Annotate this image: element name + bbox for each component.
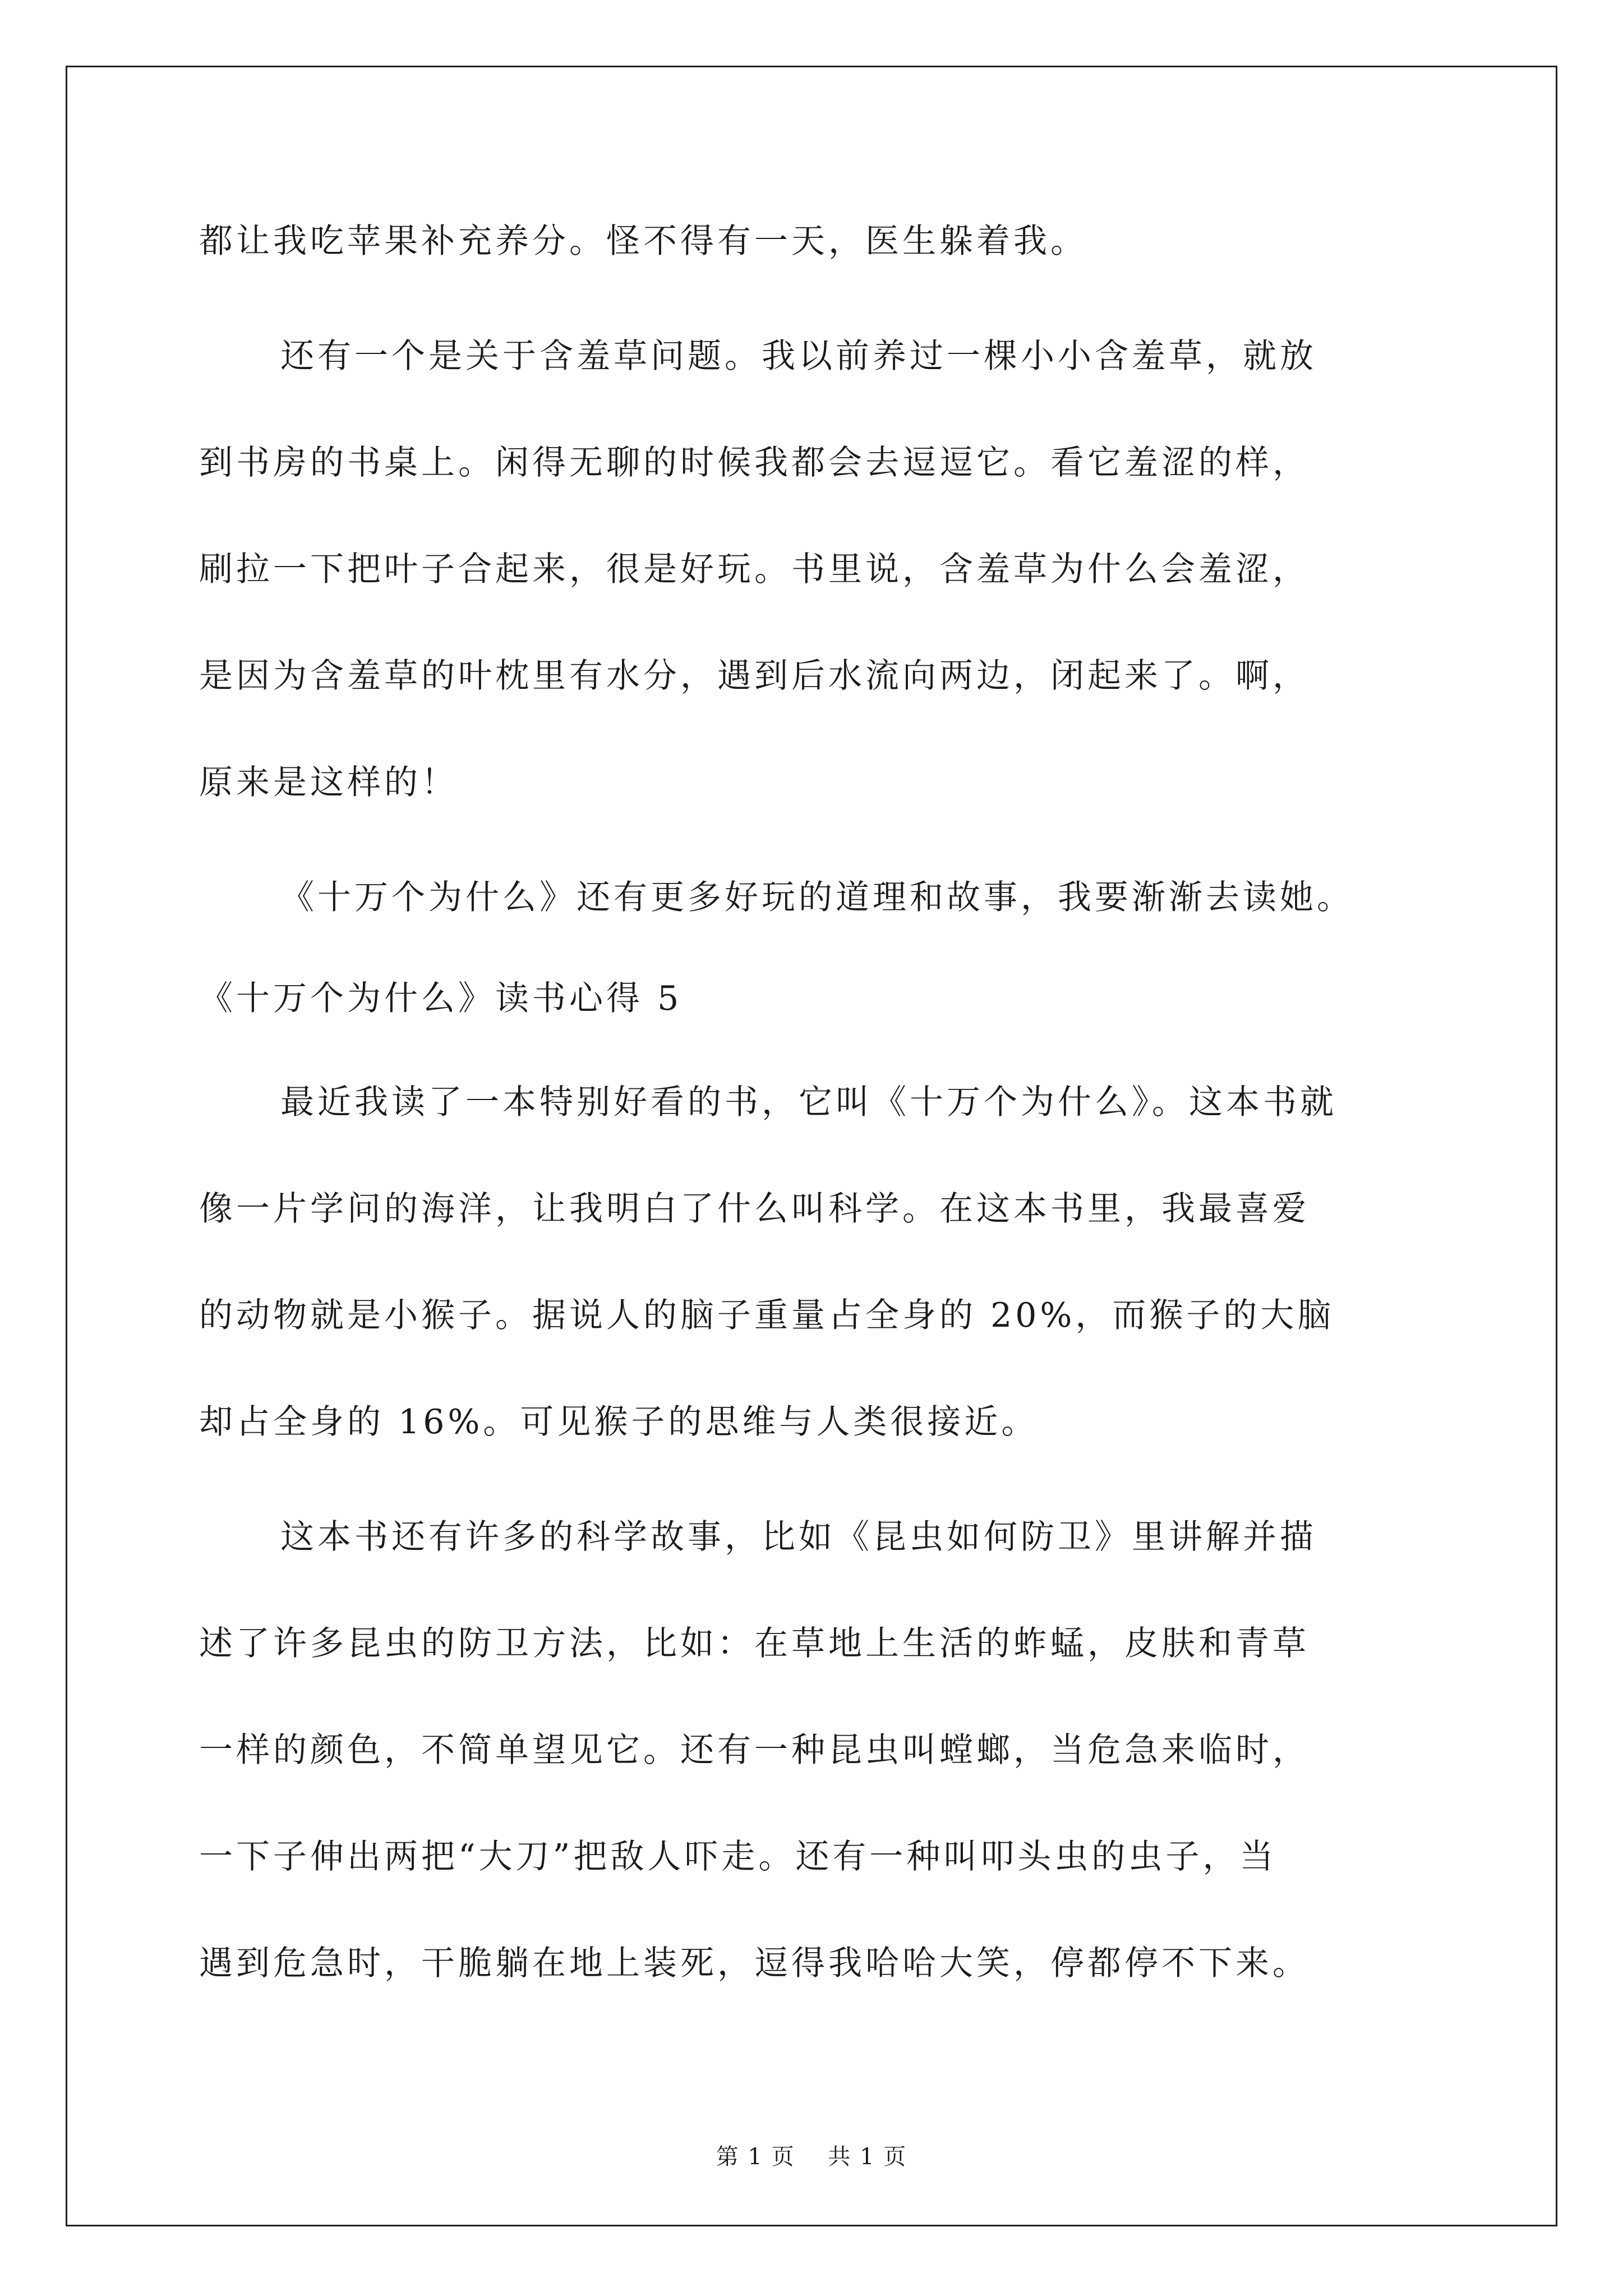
text-line: 述了许多昆虫的防卫方法，比如：在草地上生活的蚱蜢，皮肤和青草 [199, 1624, 1310, 1663]
text-line: 遇到危急时，干脆躺在地上装死，逗得我哈哈大笑，停都停不下来。 [199, 1944, 1310, 1983]
paragraph-first-line: 《十万个为什么》还有更多好玩的道理和故事，我要渐渐去读她。 [280, 878, 1354, 917]
text-line: 都让我吃苹果补充养分。怪不得有一天，医生躲着我。 [199, 222, 1087, 261]
text-line: 到书房的书桌上。闲得无聊的时候我都会去逗逗它。看它羞涩的样， [199, 443, 1310, 482]
text-line: 像一片学问的海洋，让我明白了什么叫科学。在这本书里，我最喜爱 [199, 1189, 1310, 1228]
text-line: 原来是这样的！ [199, 763, 458, 802]
text-line: 一样的颜色，不简单望见它。还有一种昆虫叫螳螂，当危急来临时， [199, 1731, 1310, 1770]
text-line: 刷拉一下把叶子合起来，很是好玩。书里说，含羞草为什么会羞涩， [199, 550, 1310, 589]
paragraph-first-line: 这本书还有许多的科学故事，比如《昆虫如何防卫》里讲解并描 [280, 1517, 1317, 1557]
text-line: 一下子伸出两把“大刀”把敌人吓走。还有一种叫叩头虫的虫子，当 [199, 1837, 1277, 1876]
text-line: 是因为含羞草的叶枕里有水分，遇到后水流向两边，闭起来了。啊， [199, 656, 1310, 696]
paragraph-first-line: 最近我读了一本特别好看的书，它叫《十万个为什么》。这本书就 [280, 1083, 1337, 1122]
text-line: 的动物就是小猴子。据说人的脑子重量占全身的 20%，而猴子的大脑 [199, 1296, 1335, 1335]
paragraph-first-line: 还有一个是关于含羞草问题。我以前养过一棵小小含羞草，就放 [280, 337, 1317, 376]
page-count: 共 1 页 [828, 2144, 907, 2170]
page-footer [0, 2143, 1623, 2171]
page-border [66, 66, 1557, 2226]
text-line: 却占全身的 16%。可见猴子的思维与人类很接近。 [199, 1402, 1039, 1442]
page-number: 第 1 页 [716, 2144, 795, 2170]
section-heading: 《十万个为什么》读书心得 5 [199, 979, 683, 1018]
